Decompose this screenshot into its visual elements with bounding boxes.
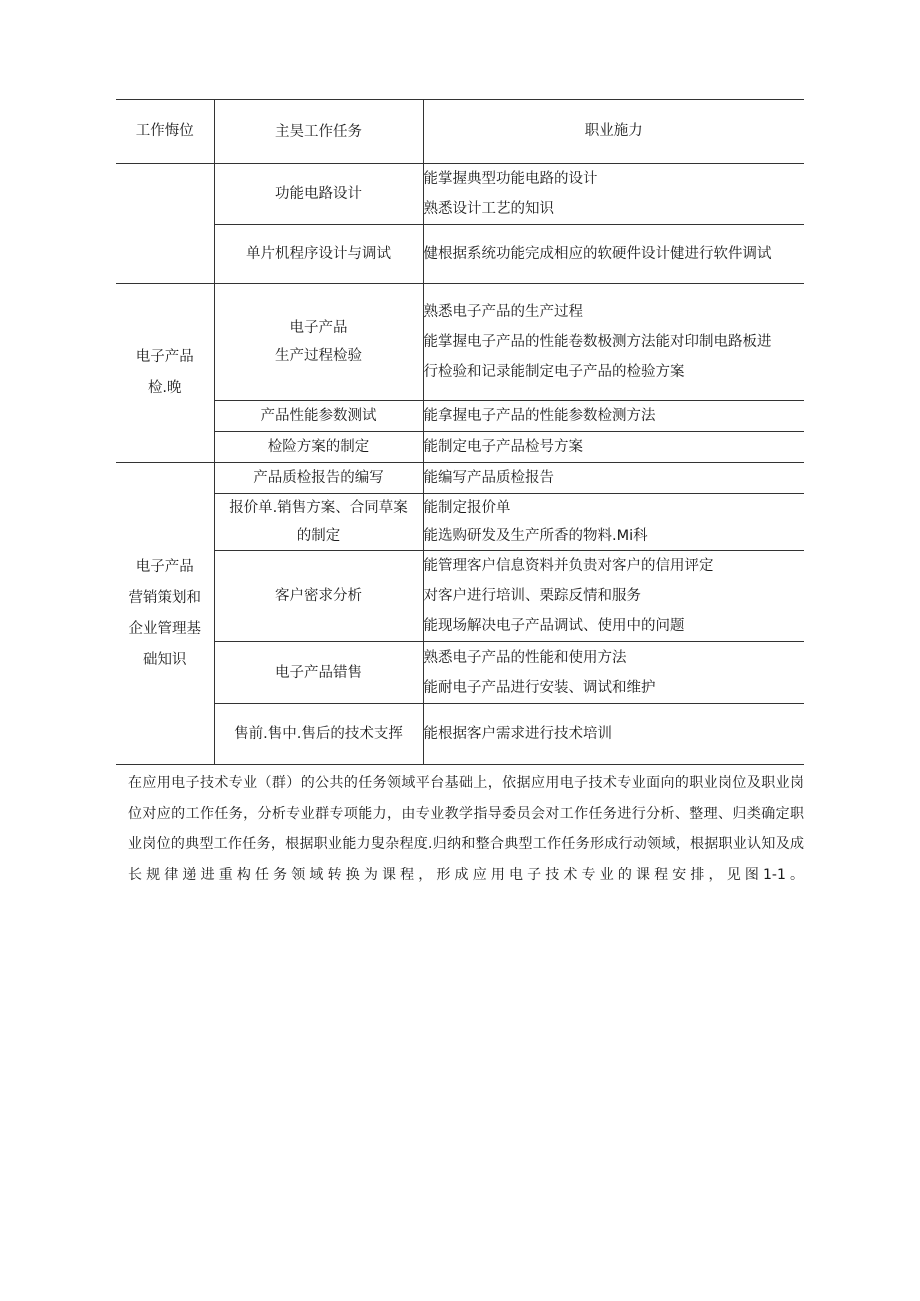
ability-cell bbox=[423, 225, 804, 284]
table-row bbox=[116, 284, 804, 401]
ability-cell bbox=[423, 164, 804, 225]
table-row bbox=[116, 551, 804, 642]
ability-cell bbox=[423, 642, 804, 704]
ability-line: 能耐电子产品进行安装、调试和维护 bbox=[423, 679, 656, 696]
task-cell bbox=[214, 432, 423, 463]
ability-line: 能管理客户信息资料并负贵对客户的信用评定 bbox=[423, 558, 714, 574]
table-row bbox=[116, 704, 804, 765]
post-line: 企业管理基 bbox=[128, 620, 201, 637]
task-cell bbox=[214, 704, 423, 765]
paragraph-line: 在应用电子技术专业（群）的公共的任务领域平台基础上，依据应用电子技术专业面向的职业岗位及职业岗 bbox=[128, 775, 804, 791]
ability-line: 能制定电子产品检号方案 bbox=[423, 439, 583, 455]
ability-cell bbox=[423, 401, 804, 432]
post-line: 营销策划和 bbox=[128, 589, 201, 606]
ability-line: 能根据客户需求进行技术培训 bbox=[423, 726, 612, 742]
task-cell bbox=[214, 463, 423, 494]
ability-line: 能拿握电子产品的性能参数检测方法 bbox=[423, 408, 656, 424]
table-row bbox=[116, 432, 804, 463]
ability-line: 能掌握电子产品的性能卷数极测方法能对印制电路板进 bbox=[423, 334, 772, 350]
task-line: 的制定 bbox=[296, 528, 341, 544]
post-line: 电子产品 bbox=[135, 558, 194, 575]
paragraph-line: 业岗位的典型工作任务，根据职业能力叟杂程度.归纳和整合典型工作任务形成行动领域，根据职业认知及成 bbox=[128, 836, 804, 852]
task-line: 单片机程序设计与调试 bbox=[246, 246, 391, 262]
task-cell bbox=[214, 494, 423, 551]
post-line: 检.晚 bbox=[147, 380, 182, 396]
post-line: 础知识 bbox=[143, 651, 187, 668]
post-line: 电子产品 bbox=[135, 349, 194, 365]
ability-cell bbox=[423, 463, 804, 494]
header-ability: 职业施力 bbox=[423, 100, 804, 164]
table-row bbox=[116, 401, 804, 432]
task-line: 电子产品 bbox=[289, 320, 348, 336]
ability-cell bbox=[423, 704, 804, 765]
ability-line: 熟悉电子产品的性能和使用方法 bbox=[423, 649, 627, 666]
ability-line: 行检验和记录能制定电子产品的检验方案 bbox=[423, 364, 685, 380]
task-cell bbox=[214, 642, 423, 704]
task-line: 检险方案的制定 bbox=[267, 439, 370, 455]
task-cell bbox=[214, 401, 423, 432]
table-row bbox=[116, 494, 804, 551]
ability-cell bbox=[423, 432, 804, 463]
ability-line: 能编写产品质检报告 bbox=[423, 470, 554, 486]
table-row bbox=[116, 642, 804, 704]
ability-line: 熟悉电子产品的生产过程 bbox=[423, 304, 583, 320]
ability-cell bbox=[423, 494, 804, 551]
task-line: 功能电路设计 bbox=[275, 186, 362, 202]
ability-line: 熟悉设计工艺的知识 bbox=[423, 201, 554, 217]
ability-line: 能选购研发及生产所香的物料.Mi科 bbox=[423, 528, 648, 544]
task-line: 产品性能参数测试 bbox=[260, 408, 377, 424]
task-cell bbox=[214, 551, 423, 642]
body-paragraph bbox=[128, 768, 804, 890]
ability-line: 对客户进行培训、栗踪反情和服务 bbox=[423, 588, 641, 604]
post-cell-inspection bbox=[116, 284, 214, 463]
ability-line: 健根据系统功能完成相应的软硬件设计健进行软件调试 bbox=[423, 246, 772, 262]
task-line: 售前.售中.售后的技术支挥 bbox=[234, 726, 403, 742]
table-header-row bbox=[116, 100, 804, 164]
post-cell-design bbox=[116, 164, 214, 284]
post-cell-marketing bbox=[116, 463, 214, 765]
paragraph-line: 长规律递进重构任务领域转换为课程，形成应用电子技术专业的课程安排，见图1-1。 bbox=[128, 866, 804, 883]
task-line: 客户密求分析 bbox=[275, 588, 362, 604]
table-row bbox=[116, 463, 804, 494]
task-line: 报价单.销售方案、合同草案 bbox=[229, 500, 408, 516]
ability-cell bbox=[423, 551, 804, 642]
table-row bbox=[116, 225, 804, 284]
ability-line: 能现场解决电子产品调试、使用中的问题 bbox=[423, 618, 685, 634]
task-line: 产品质检报告的编写 bbox=[253, 470, 384, 486]
task-cell bbox=[214, 225, 423, 284]
ability-line: 能制定报价单 bbox=[423, 500, 511, 516]
task-cell bbox=[214, 164, 423, 225]
ability-line: 能掌握典型功能电路的设计 bbox=[423, 171, 598, 187]
ability-cell bbox=[423, 284, 804, 401]
table-row bbox=[116, 164, 804, 225]
header-task: 主昊工作任务 bbox=[214, 100, 423, 164]
task-line: 生产过程检验 bbox=[275, 348, 362, 364]
header-post: 工作悔位 bbox=[116, 100, 214, 164]
paragraph-line: 位对应的工作任务，分析专业群专项能力，由专业教学指导委员会对工作任务进行分析、整理、归类确定职 bbox=[128, 805, 804, 822]
job-task-ability-table bbox=[116, 99, 804, 765]
task-line: 电子产品错售 bbox=[275, 664, 362, 681]
task-cell bbox=[214, 284, 423, 401]
